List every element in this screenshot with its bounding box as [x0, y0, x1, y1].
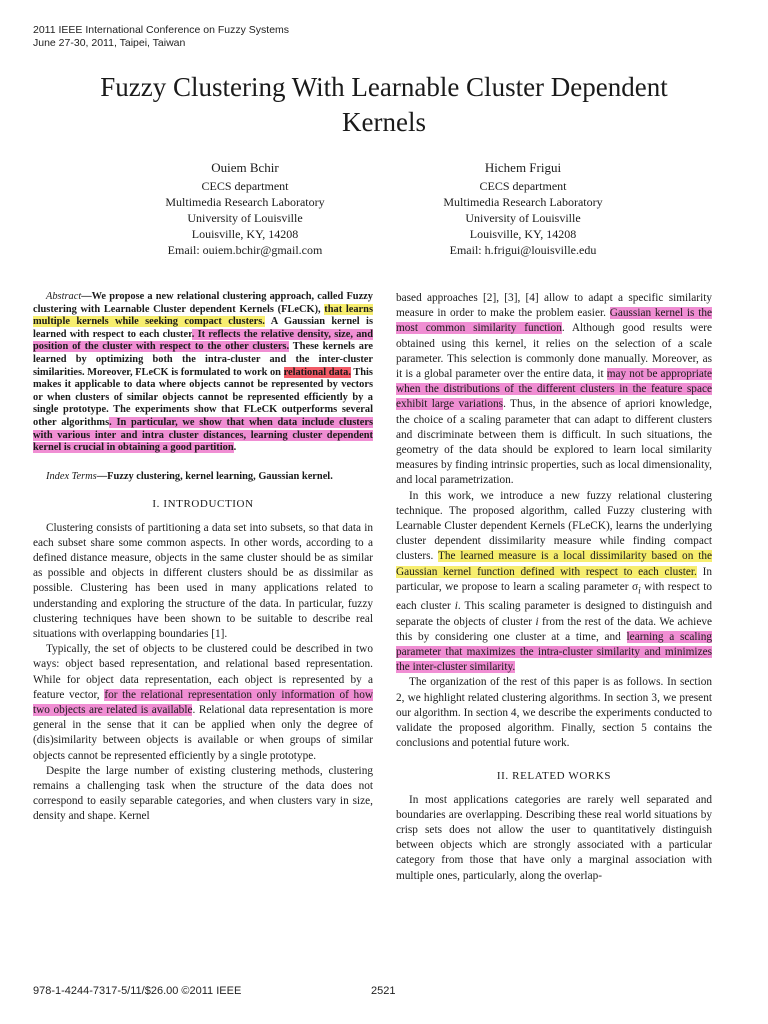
page-number: 2521: [371, 985, 396, 997]
highlight-yellow: The learned measure is a local dissimilarity based on the Gaussian kernel function defined with respect to each cluster.: [396, 550, 713, 578]
author-department: CECS department: [479, 179, 567, 193]
paragraph-text: In this work, we introduce a new fuzzy relational clustering technique. The proposed algorithm, called Fuzzy clustering with Learnable Cluster dependent Kernels (FLeCK), learns the underlying cluster dependent dissimilarity measure while finding compact clusters.: [396, 489, 712, 563]
highlight-pink: . In particular, we show that when data include clusters with various inter and intra cluster distances, learning cluster dependent kernel is crucial in obtaining a good partition: [33, 416, 373, 454]
highlight-pink: for the relational representation only information of how two objects are related is available: [33, 688, 374, 716]
author-university: University of Louisville: [187, 211, 303, 225]
index-terms: [33, 471, 373, 484]
author-city: Louisville, KY, 14208: [469, 227, 577, 241]
math-subscript: i: [638, 586, 641, 597]
math-variable: i: [454, 600, 458, 613]
author-email: Email: h.frigui@louisville.edu: [449, 243, 597, 257]
paragraph-text: . This scaling parameter is designed to distinguish and separate the objects of cluster: [396, 600, 712, 628]
highlight-pink: learning a scaling parameter that maximizes the intra-cluster similarity and minimizes the inter-cluster similarity.: [396, 630, 712, 674]
paragraph-text: from the rest of the data. We achieve this by considering one cluster at a time, and: [396, 615, 713, 643]
abstract-label: Abstract: [46, 291, 82, 302]
conference-date-location: June 27-30, 2011, Taipei, Taiwan: [33, 37, 186, 49]
author-email: Email: ouiem.bchir@gmail.com: [167, 243, 323, 257]
highlight-red: relational data.: [283, 366, 351, 378]
author-department: CECS department: [201, 179, 289, 193]
author-name: Ouiem Bchir: [211, 160, 279, 175]
highlight-pink: Gaussian kernel is the most common similarity function: [396, 307, 713, 335]
author-name: Hichem Frigui: [484, 160, 562, 175]
paragraph: [396, 489, 712, 676]
paragraph-text: . Relational data representation is more general in the sense that it can be applied when only the degree of (dis)similarity between objects is available or when groups of similar objects cannot be represented efficiently by a single prototype.: [33, 703, 373, 762]
paragraph-text: . Although good results were obtained using this kernel, it relies on the selection of a scale parameter. This selection is commonly done manually. Moreover, as it is a global parameter over the entire data, it: [396, 322, 712, 381]
conference-name: 2011 IEEE International Conference on Fuzzy Systems: [33, 24, 290, 36]
paper-title: [0, 70, 768, 140]
section-heading-related-works: II. RELATED WORKS: [496, 770, 612, 783]
conference-header: [33, 24, 289, 50]
highlight-yellow: that learns multiple kernels while seeking compact clusters.: [33, 303, 373, 328]
abstract-text: These kernels are learned by optimizing both the intra-cluster and the inter-cluster similarities. Moreover, FLeCK is formulated to work on: [33, 341, 373, 378]
right-column: [396, 291, 712, 884]
left-column: [33, 291, 373, 825]
paragraph-text: based approaches [2], [3], [4] allow to adapt a specific similarity measure in order to make the problem easier.: [396, 292, 712, 320]
paragraph-text: In particular, we propose to learn a scaling parameter σ: [396, 565, 712, 593]
paragraph-text: Typically, the set of objects to be clustered could be described in two ways: object based representation, and relational based representation. While for object data representation, each object is represented by a feature vector,: [33, 643, 373, 701]
author-city: Louisville, KY, 14208: [191, 227, 299, 241]
paragraph: Clustering consists of partitioning a data set into subsets, so that data in each subset share some common aspects. In other words, according to a defined distance measure, objects in the same cluster should be as similar as possible and objects in different clusters should be as dissimilar as possible. Clustering has been used in many applications related to understanding and exploring the structure of the data. In particular, fuzzy clustering techniques have been shown to be suitable to describe real situations with overlapping boundaries [1].: [33, 521, 373, 640]
copyright-notice: 978-1-4244-7317-5/11/$26.00 ©2011 IEEE: [33, 985, 242, 997]
author-university: University of Louisville: [465, 211, 581, 225]
index-terms-text: —Fuzzy clustering, kernel learning, Gaussian kernel.: [96, 470, 333, 482]
author-block-2: [388, 160, 658, 258]
paragraph-text: . Thus, in the absence of apriori knowledge, the choice of a scaling parameter that can adapt to different clusters and discriminate between them is difficult. In such situations, the geometry of the data should be explored to learn local similarity measures by finding intrinsic properties, such as local dimensionality, and local parametrization.: [396, 398, 712, 487]
paragraph: The organization of the rest of this paper is as follows. In section 2, we highlight related clustering algorithms. In section 3, we present our algorithm. In section 4, we describe the experiments conducted to validate the proposed algorithm. Finally, section 5 contains the conclusions and potential future work.: [396, 676, 712, 750]
highlight-pink: . It reflects the relative density, size, and position of the cluster with respect to the other clusters.: [33, 328, 373, 353]
abstract-text: —We propose a new relational clustering approach, called Fuzzy clustering with Learnable Cluster dependent Kernels (FLeCK),: [33, 291, 373, 315]
section-heading-introduction: I. INTRODUCTION: [152, 498, 254, 511]
paragraph-text: with respect to each cluster: [396, 580, 712, 613]
highlight-pink: may not be appropriate when the distributions of the different clusters in the feature space exhibit large variations: [396, 368, 712, 411]
author-block-1: [110, 160, 380, 258]
abstract-text: A Gaussian kernel is learned with respect to each cluster: [33, 316, 373, 340]
author-lab: Multimedia Research Laboratory: [165, 195, 325, 209]
paragraph: Despite the large number of existing clustering methods, clustering remains a challenging task when the structure of the data does not correspond to easily separable categories, and when clusters vary in size, density and shape. Kernel: [33, 764, 373, 823]
paragraph: [33, 642, 373, 764]
abstract-text: .: [233, 442, 237, 454]
abstract: [33, 291, 373, 455]
math-variable: i: [535, 615, 539, 628]
paper-title-line2: Kernels: [342, 107, 426, 137]
index-terms-label: Index Terms: [46, 470, 97, 482]
paragraph: In most applications categories are rarely well separated and boundaries are overlapping. Describing these real world situations by crisp sets does not allow the user to quantitatively distinguish between objects which are strongly associated with a particular category from those that have only a marginal association with multiple ones, particularly, along the overlap-: [396, 793, 712, 882]
paragraph: [396, 291, 712, 489]
paper-title-line1: Fuzzy Clustering With Learnable Cluster Dependent: [100, 72, 668, 102]
author-lab: Multimedia Research Laboratory: [443, 195, 603, 209]
abstract-text: This makes it applicable to data where objects cannot be represented by vectors or when clusters of similar objects cannot be represented efficiently by a single prototype. The experiments show that FLeCK outperforms several other algorithms: [33, 366, 373, 428]
